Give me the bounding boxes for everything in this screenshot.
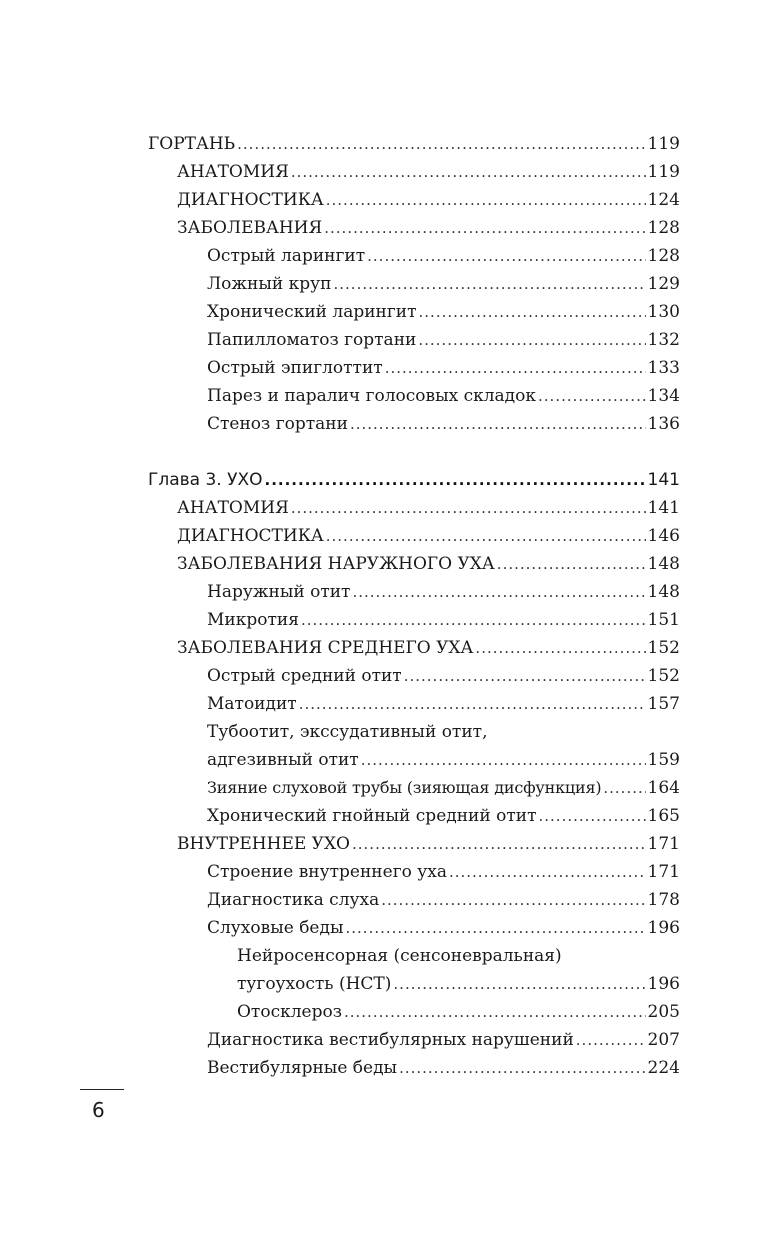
dot-leader — [576, 1030, 646, 1050]
toc-entry-page: 196 — [647, 918, 680, 938]
toc-entry-page: 141 — [647, 498, 680, 518]
toc-entry — [207, 854, 680, 882]
toc-entry — [177, 210, 680, 238]
toc-entry — [207, 350, 680, 378]
dot-leader — [418, 330, 645, 350]
toc-entry — [207, 910, 680, 938]
toc-entry-label: Острый эпиглоттит — [207, 358, 383, 378]
dot-leader — [352, 582, 645, 602]
dot-leader — [350, 414, 646, 434]
dot-leader — [344, 1002, 646, 1022]
dot-leader — [352, 834, 646, 854]
toc-entry-label: Ложный круп — [207, 274, 332, 294]
toc-entry — [207, 686, 680, 714]
toc-entry — [177, 546, 680, 574]
toc-entry-continued — [207, 714, 680, 742]
dot-leader — [538, 386, 646, 406]
dot-leader — [385, 358, 646, 378]
dot-leader — [237, 134, 645, 154]
toc-entry — [177, 518, 680, 546]
dot-leader — [539, 806, 646, 826]
toc-chapter-label: Глава 3. УХО — [148, 470, 263, 490]
dot-leader — [367, 246, 645, 266]
dot-leader — [334, 274, 646, 294]
dot-leader — [291, 162, 646, 182]
dot-leader — [265, 470, 646, 490]
toc-entry-label: Строение внутреннего уха — [207, 862, 447, 882]
toc-entry-page: 157 — [647, 694, 680, 714]
toc-entry-page: 119 — [647, 134, 680, 154]
toc-entry-page: 148 — [647, 582, 680, 602]
toc-entry — [207, 742, 680, 770]
toc-entry — [207, 1022, 680, 1050]
toc-entry-label: Острый средний отит — [207, 666, 402, 686]
toc-entry — [207, 406, 680, 434]
dot-leader — [346, 918, 646, 938]
toc-entry-page: 159 — [647, 750, 680, 770]
toc-entry — [207, 322, 680, 350]
dot-leader — [404, 666, 646, 686]
toc-entry-page: 224 — [647, 1058, 680, 1078]
toc-entry-page: 132 — [647, 330, 680, 350]
dot-leader — [449, 862, 646, 882]
toc-entry-page: 171 — [647, 862, 680, 882]
toc-entry-label: Хронический гнойный средний отит — [207, 806, 537, 826]
toc-entry-label: Отосклероз — [237, 1002, 342, 1022]
toc-entry-page: 151 — [647, 610, 680, 630]
toc-entry-label: ДИАГНОСТИКА — [177, 190, 324, 210]
toc-entry-page: 128 — [647, 246, 680, 266]
toc-entry — [177, 490, 680, 518]
toc-entry — [207, 602, 680, 630]
toc-entry-page: 119 — [647, 162, 680, 182]
dot-leader — [326, 526, 646, 546]
toc-entry-label: Матоидит — [207, 694, 297, 714]
dot-leader — [301, 610, 646, 630]
toc-entry-page: 171 — [647, 834, 680, 854]
toc-entry — [177, 630, 680, 658]
toc-entry — [207, 770, 680, 798]
toc-chapter-entry — [148, 462, 680, 490]
toc-entry-label: Наружный отит — [207, 582, 351, 602]
toc-entry-label: ВНУТРЕННЕЕ УХО — [177, 834, 350, 854]
toc-chapter-page: 141 — [647, 470, 680, 490]
toc-entry — [148, 126, 680, 154]
toc-entry-label: Вестибулярные беды — [207, 1058, 398, 1078]
toc-entry — [177, 826, 680, 854]
toc-entry-label: Стеноз гортани — [207, 414, 348, 434]
dot-leader — [393, 974, 645, 994]
toc-entry — [177, 154, 680, 182]
toc-entry-page: 148 — [647, 554, 680, 574]
toc-entry-label: Нейросенсорная (сенсоневральная) — [237, 946, 562, 966]
toc-entry-label: Острый ларингит — [207, 246, 366, 266]
toc-entry — [207, 574, 680, 602]
toc-entry — [207, 1050, 680, 1078]
toc-entry-page: 133 — [647, 358, 680, 378]
toc-entry — [177, 182, 680, 210]
toc-entry — [237, 994, 680, 1022]
toc-entry — [207, 378, 680, 406]
toc-entry-page: 130 — [647, 302, 680, 322]
toc-entry-label: Микротия — [207, 610, 299, 630]
toc-entry-label: ГОРТАНЬ — [148, 134, 236, 154]
toc-entry — [207, 882, 680, 910]
toc-entry-label: Диагностика вестибулярных нарушений — [207, 1030, 574, 1050]
toc-entry-label: ЗАБОЛЕВАНИЯ СРЕДНЕГО УХА — [177, 638, 474, 658]
toc-entry-label: Парез и паралич голосовых складок — [207, 386, 537, 406]
toc-entry — [207, 798, 680, 826]
toc-entry-page: 152 — [647, 666, 680, 686]
dot-leader — [475, 638, 645, 658]
toc-entry-page: 129 — [647, 274, 680, 294]
toc-entry-label: ЗАБОЛЕВАНИЯ — [177, 218, 323, 238]
toc-entry-page: 164 — [647, 778, 680, 798]
toc-entry-page: 124 — [647, 190, 680, 210]
toc-entry-page: 146 — [647, 526, 680, 546]
dot-leader — [324, 218, 645, 238]
toc-entry — [207, 238, 680, 266]
page-number: 6 — [92, 1098, 105, 1122]
toc-entry-page: 165 — [647, 806, 680, 826]
toc-entry-page: 207 — [647, 1030, 680, 1050]
dot-leader — [291, 498, 646, 518]
toc-entry-label: Слуховые беды — [207, 918, 344, 938]
toc-entry-page: 205 — [647, 1002, 680, 1022]
toc-entry — [207, 266, 680, 294]
toc-entry-label: Тубоотит, экссудативный отит, — [207, 722, 488, 742]
toc-entry-label: Папилломатоз гортани — [207, 330, 417, 350]
toc-entry — [207, 294, 680, 322]
toc-entry-page: 128 — [647, 218, 680, 238]
dot-leader — [361, 750, 646, 770]
toc-entry-label: ДИАГНОСТИКА — [177, 526, 324, 546]
toc-entry-label: АНАТОМИЯ — [177, 498, 289, 518]
dot-leader — [419, 302, 646, 322]
toc-entry — [207, 658, 680, 686]
dot-leader — [381, 890, 645, 910]
toc-entry-page: 152 — [647, 638, 680, 658]
toc-entry-label: адгезивный отит — [207, 750, 359, 770]
dot-leader — [603, 778, 645, 798]
dot-leader — [497, 554, 646, 574]
toc-entry-label: Зияние слуховой трубы (зияющая дисфункция) — [207, 778, 602, 797]
toc-entry-continued — [237, 938, 680, 966]
toc-entry-label: АНАТОМИЯ — [177, 162, 289, 182]
toc-entry-label: Хронический ларингит — [207, 302, 417, 322]
footer-rule — [80, 1089, 124, 1090]
dot-leader — [399, 1058, 645, 1078]
toc-entry-label: Диагностика слуха — [207, 890, 380, 910]
toc-entry — [237, 966, 680, 994]
toc-entry-page: 134 — [647, 386, 680, 406]
toc-entry-page: 196 — [647, 974, 680, 994]
toc-entry-label: ЗАБОЛЕВАНИЯ НАРУЖНОГО УХА — [177, 554, 495, 574]
dot-leader — [299, 694, 646, 714]
toc-entry-page: 178 — [647, 890, 680, 910]
toc-entry-page: 136 — [647, 414, 680, 434]
toc-entry-label: тугоухость (НСТ) — [237, 974, 392, 994]
dot-leader — [326, 190, 646, 210]
